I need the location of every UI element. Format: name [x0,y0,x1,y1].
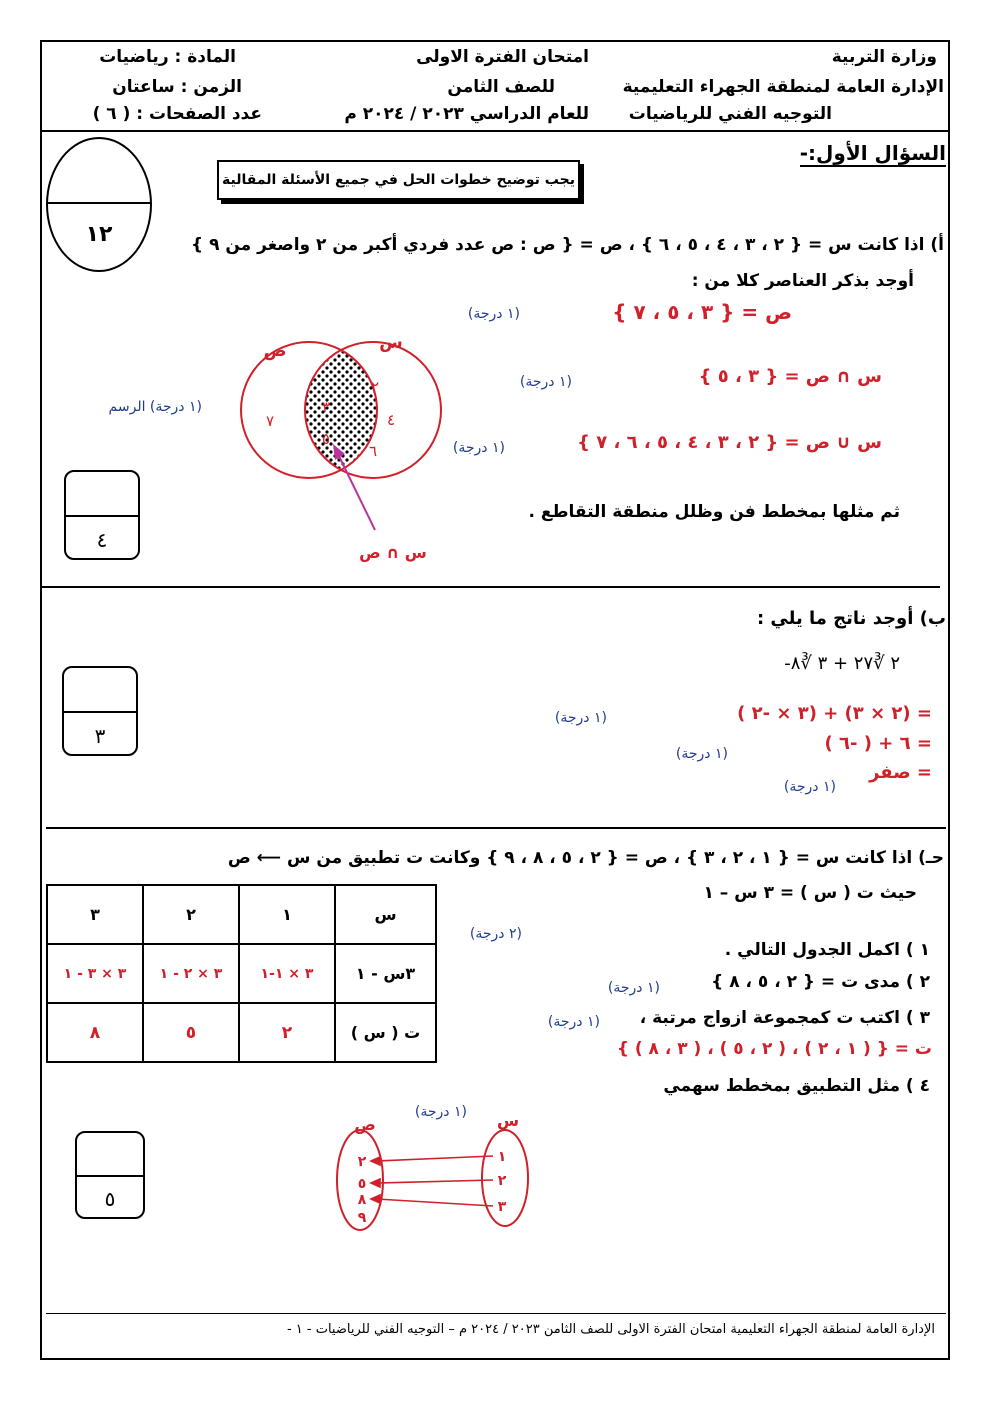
score-part-c: ٥ [104,1187,116,1211]
venn-only-y: ٧ [265,412,275,430]
score-part-a: ٤ [96,528,108,552]
part-c-item4: ٤ ) مثل التطبيق بمخطط سهمي [663,1076,930,1096]
part-b-step2: = ٦ + ( -٦ ) [824,733,932,754]
header-year: للعام الدراسي ٢٠٢٣ / ٢٠٢٤ م [344,104,589,124]
mapping-table [46,884,437,1063]
header-duration: الزمن : ساعتان [112,77,242,97]
mapping-arrow-head [371,1179,380,1187]
table-row-label: ٣س - ١ [335,944,436,1003]
venn-diagram [225,330,445,570]
part-c-rule: حيث ت ( س ) = ٣ س – ١ [703,883,917,903]
header-divider [40,130,950,132]
table-cell: ٣ × ٢ - ١ [143,944,239,1003]
part-c-item1: ١ ) اكمل الجدول التالي . [724,940,930,960]
arrow-diagram-y-elem: ٥ [357,1176,367,1192]
points-set-y: (١ درجة) [467,306,520,322]
mapping-arrow [377,1199,493,1206]
header-exam-title: امتحان الفترة الاولى [416,47,589,67]
table-cell: ٣ × ١-١ [239,944,335,1003]
table-header-cell: ١ [239,885,335,944]
table-row-label: ت ( س ) [335,1003,436,1062]
footer-text: الإدارة العامة لمنطقة الجهراء التعليمية امتحان الفترة الاولى للصف الثامن ٢٠٢٣ / ٢٠٢٤ م – التوجيه الفني للرياضيات - ١ - [286,1322,935,1337]
total-score-oval [46,137,152,272]
points-b-step2: (١ درجة) [675,746,728,762]
answer-union: س ∪ ص = { ٢ ، ٣ ، ٤ ، ٥ ، ٦ ، ٧ } [577,432,882,453]
header-department: التوجيه الفني للرياضيات [628,104,832,124]
part-a-prompt: أوجد بذكر العناصر كلا من : [691,271,914,291]
header-ministry: وزارة التربية [831,47,937,67]
arrow-diagram-y-elem: ٢ [357,1154,367,1170]
venn-only-x: ٢ [370,378,380,396]
divider-b-c [46,827,946,829]
table-row [47,944,436,1003]
score-part-b: ٣ [94,724,106,748]
table-row [47,885,436,944]
venn-intersection-b: ٥ [321,430,331,448]
header-pages: عدد الصفحات : ( ٦ ) [92,104,262,124]
arrow-diagram-x-elem: ٣ [497,1199,507,1215]
part-b-expression: ٢ ∛٢٧ + ٣ ∛٨- [784,653,900,674]
table-header-cell: ٣ [47,885,143,944]
points-venn-drawing: (١ درجة) الرسم [108,399,202,415]
arrow-diagram-y-elem: ٩ [357,1210,367,1226]
score-box-part-c [75,1131,145,1219]
venn-only-x: ٤ [386,411,396,429]
points-range: (١ درجة) [607,980,660,996]
answer-set-y: ص = { ٣ ، ٥ ، ٧ } [612,300,792,324]
venn-label-x: س [379,333,403,353]
mapping-arrow-head [371,1157,380,1165]
points-b-step3: (١ درجة) [783,779,836,795]
instruction-box [217,160,580,200]
arrow-diagram [325,1110,545,1240]
arrow-diagram-y-elem: ٨ [357,1192,367,1208]
score-box-part-a [64,470,140,560]
venn-label-y: ص [263,341,287,361]
score-box-part-b [62,666,138,756]
table-header-cell: ٢ [143,885,239,944]
arrow-diagram-label-x: س [496,1111,520,1130]
points-pairs: (١ درجة) [547,1014,600,1030]
part-b-step1: = (٢ × ٣) + (٣ × -٢ ) [737,703,932,724]
points-union: (١ درجة) [452,440,505,456]
table-row [47,1003,436,1062]
mapping-arrow-head [371,1195,380,1203]
table-header-cell: س [335,885,436,944]
points-b-step1: (١ درجة) [554,710,607,726]
venn-only-x: ٦ [368,442,378,460]
divider-a-b [40,586,940,588]
venn-arrow-label: س ∩ ص [359,543,427,562]
arrow-diagram-x-elem: ٢ [497,1173,507,1189]
points-intersection: (١ درجة) [519,374,572,390]
mapping-arrow [377,1180,493,1183]
part-c-item2: ٢ ) مدى ت = { ٢ ، ٥ ، ٨ } [711,972,930,992]
points-arrow-diagram: (١ درجة) [414,1104,467,1120]
arrow-diagram-x-elem: ١ [497,1149,507,1165]
mapping-arrow [377,1156,493,1161]
table-cell: ٨ [47,1003,143,1062]
part-a-statement: أ) اذا كانت س = { ٢ ، ٣ ، ٤ ، ٥ ، ٦ } ، ص = { ص : ص عدد فردي أكبر من ٢ واصغر من ٩ } [191,235,944,255]
table-cell: ٣ × ٣ - ١ [47,944,143,1003]
part-c-item3: ٣ ) اكتب ت كمجموعة ازواج مرتبة ، [639,1008,930,1028]
answer-intersection: س ∩ ص = { ٣ ، ٥ } [698,366,882,387]
points-table: (٢ درجة) [469,926,522,942]
venn-arrow-line [337,452,375,530]
part-b-prompt: ب) أوجد ناتج ما يلي : [756,608,946,629]
footer-divider [46,1313,946,1314]
venn-intersection-a: ٣ [321,398,331,416]
part-a-draw-prompt: ثم مثلها بمخطط فن وظلل منطقة التقاطع . [528,502,900,522]
part-c-statement: حـ) اذا كانت س = { ١ ، ٢ ، ٣ } ، ص = { ٢ ، ٥ ، ٨ ، ٩ } وكانت ت تطبيق من س ⟵ ص [227,848,944,868]
header-grade: للصف الثامن [447,77,555,97]
question-title: السؤال الأول:- [799,141,946,165]
header-directorate: الإدارة العامة لمنطقة الجهراء التعليمية [622,77,944,97]
arrow-diagram-label-y: ص [354,1115,376,1134]
table-cell: ٢ [239,1003,335,1062]
instruction-text: يجب توضيح خطوات الحل في جميع الأسئلة المقالية [222,172,575,188]
part-c-item3-answer: ت = { ( ١ ، ٢ ) ، ( ٢ ، ٥ ) ، ( ٣ ، ٨ ) } [616,1039,932,1059]
part-b-step3: = صفر [869,762,932,783]
total-score-value: ١٢ [85,222,113,247]
table-cell: ٥ [143,1003,239,1062]
header-subject: المادة : رياضيات [99,47,236,67]
